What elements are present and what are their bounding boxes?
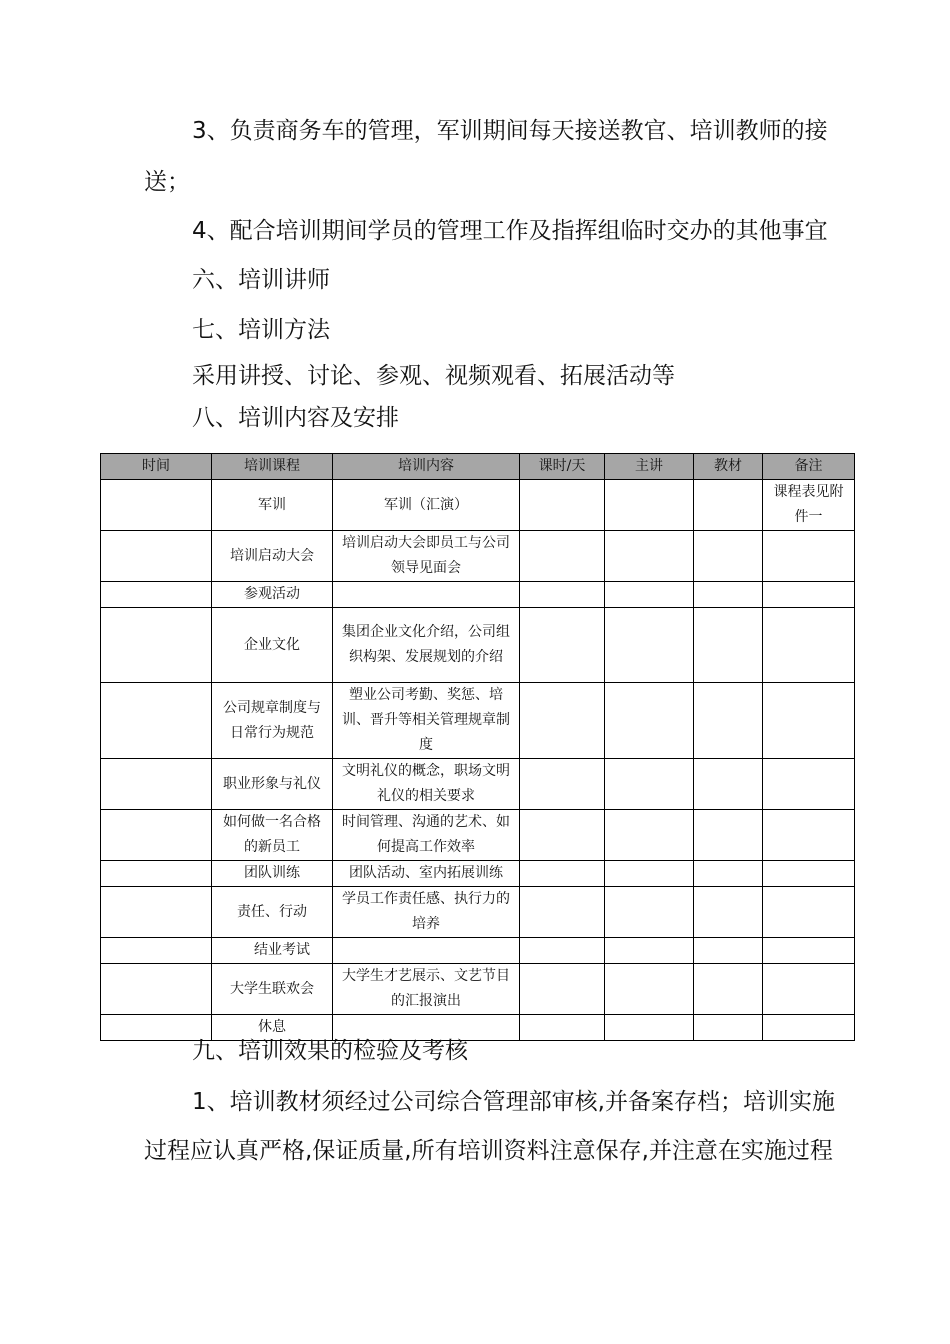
content-text: 文明礼仪的概念，职场文明礼仪的相关要求 — [342, 763, 510, 804]
cell-content: 军训（汇演） — [333, 480, 520, 531]
cell-hours — [520, 582, 605, 608]
table-row — [101, 480, 855, 531]
cell-material — [694, 531, 763, 582]
cell-time — [101, 861, 212, 887]
header-course: 培训课程 — [212, 454, 333, 480]
cell-material — [694, 938, 763, 964]
para-2: 4、配合培训期间学员的管理工作及指挥组临时交办的其他事宜 — [192, 218, 828, 244]
cell-note — [763, 861, 855, 887]
cell-course: 大学生联欢会 — [212, 964, 333, 1015]
cell-note — [763, 810, 855, 861]
heading-content-schedule: 八、培训内容及安排 — [192, 405, 399, 431]
cell-course — [212, 810, 333, 861]
cell-course: 参观活动 — [212, 582, 333, 608]
cell-material — [694, 810, 763, 861]
table-row — [101, 810, 855, 861]
cell-time — [101, 480, 212, 531]
cell-note — [763, 683, 855, 759]
cell-content — [333, 608, 520, 683]
cell-time — [101, 887, 212, 938]
cell-note — [763, 608, 855, 683]
cell-note — [763, 582, 855, 608]
cell-time — [101, 683, 212, 759]
cell-hours — [520, 964, 605, 1015]
para-1-line-1: 3、负责商务车的管理，军训期间每天接送教官、培训教师的接 — [192, 118, 828, 144]
cell-hours — [520, 938, 605, 964]
header-content: 培训内容 — [333, 454, 520, 480]
cell-hours — [520, 759, 605, 810]
cell-material — [694, 861, 763, 887]
header-note: 备注 — [763, 454, 855, 480]
cell-material — [694, 964, 763, 1015]
cell-course: 休息 — [212, 1015, 333, 1041]
cell-lecturer — [605, 608, 694, 683]
table-header-row — [101, 454, 855, 480]
cell-lecturer — [605, 480, 694, 531]
cell-note — [763, 938, 855, 964]
table-row — [101, 759, 855, 810]
cell-content — [333, 887, 520, 938]
cell-lecturer — [605, 938, 694, 964]
cell-lecturer — [605, 887, 694, 938]
cell-material — [694, 759, 763, 810]
content-text: 集团企业文化介绍，公司组织构架、发展规划的介绍 — [342, 624, 510, 665]
content-text: 培训启动大会即员工与公司领导见面会 — [342, 535, 510, 576]
heading-methods: 七、培训方法 — [192, 317, 330, 343]
cell-content: 团队活动、室内拓展训练 — [333, 861, 520, 887]
content-text: 塑业公司考勤、奖惩、培训、晋升等相关管理规章制度 — [342, 687, 510, 753]
heading-trainers: 六、培训讲师 — [192, 267, 330, 293]
header-time: 时间 — [101, 454, 212, 480]
table-row — [101, 938, 855, 964]
header-material: 教材 — [694, 454, 763, 480]
cell-hours — [520, 480, 605, 531]
cell-time — [101, 938, 212, 964]
cell-note — [763, 480, 855, 531]
cell-course: 培训启动大会 — [212, 531, 333, 582]
cell-hours — [520, 887, 605, 938]
heading-evaluation: 九、培训效果的检验及考核 — [192, 1038, 468, 1064]
cell-material — [694, 480, 763, 531]
cell-content — [333, 759, 520, 810]
cell-hours — [520, 683, 605, 759]
cell-content — [333, 683, 520, 759]
cell-course: 军训 — [212, 480, 333, 531]
course-text: 公司规章制度与日常行为规范 — [223, 699, 321, 741]
header-lecturer: 主讲 — [605, 454, 694, 480]
cell-material — [694, 887, 763, 938]
cell-note — [763, 887, 855, 938]
note-text: 课程表见附件一 — [773, 484, 844, 525]
cell-material — [694, 608, 763, 683]
content-text: 时间管理、沟通的艺术、如何提高工作效率 — [342, 814, 510, 855]
cell-course — [212, 683, 333, 759]
cell-note — [763, 759, 855, 810]
header-hours: 课时/天 — [520, 454, 605, 480]
cell-note — [763, 964, 855, 1015]
cell-course: 团队训练 — [212, 861, 333, 887]
cell-hours — [520, 1015, 605, 1041]
cell-course: 责任、行动 — [212, 887, 333, 938]
cell-course — [212, 938, 333, 964]
cell-content — [333, 582, 520, 608]
cell-lecturer — [605, 531, 694, 582]
content-text: 大学生才艺展示、文艺节目的汇报演出 — [342, 968, 510, 1009]
cell-content — [333, 938, 520, 964]
para-methods: 采用讲授、讨论、参观、视频观看、拓展活动等 — [192, 363, 675, 389]
cell-time — [101, 582, 212, 608]
cell-lecturer — [605, 759, 694, 810]
cell-time — [101, 608, 212, 683]
cell-time — [101, 759, 212, 810]
cell-time — [101, 531, 212, 582]
cell-material — [694, 582, 763, 608]
cell-hours — [520, 861, 605, 887]
cell-course — [212, 759, 333, 810]
course-text: 如何做一名合格的新员工 — [223, 814, 321, 855]
course-text: 结业考试 — [254, 942, 310, 958]
cell-hours — [520, 810, 605, 861]
cell-content — [333, 531, 520, 582]
para-4-line-1: 1、培训教材须经过公司综合管理部审核,并备案存档；培训实施 — [192, 1089, 835, 1115]
cell-note — [763, 531, 855, 582]
cell-time — [101, 964, 212, 1015]
cell-content — [333, 810, 520, 861]
table-row — [101, 861, 855, 887]
course-text: 职业形象与礼仪 — [223, 775, 321, 792]
cell-hours — [520, 608, 605, 683]
table-row — [101, 683, 855, 759]
para-1-line-2: 送； — [144, 169, 190, 195]
cell-note — [763, 1015, 855, 1041]
cell-lecturer — [605, 683, 694, 759]
table-row — [101, 582, 855, 608]
cell-material — [694, 1015, 763, 1041]
cell-lecturer — [605, 810, 694, 861]
table-row — [101, 964, 855, 1015]
table-row — [101, 887, 855, 938]
cell-lecturer — [605, 964, 694, 1015]
cell-hours — [520, 531, 605, 582]
cell-material — [694, 683, 763, 759]
para-4-line-2: 过程应认真严格,保证质量,所有培训资料注意保存,并注意在实施过程 — [144, 1138, 833, 1164]
cell-content — [333, 964, 520, 1015]
cell-course: 企业文化 — [212, 608, 333, 683]
schedule-table — [100, 453, 855, 1041]
cell-time — [101, 810, 212, 861]
cell-lecturer — [605, 861, 694, 887]
table-row — [101, 608, 855, 683]
cell-lecturer — [605, 1015, 694, 1041]
table-row — [101, 531, 855, 582]
cell-lecturer — [605, 582, 694, 608]
content-text: 学员工作责任感、执行力的培养 — [342, 891, 510, 932]
